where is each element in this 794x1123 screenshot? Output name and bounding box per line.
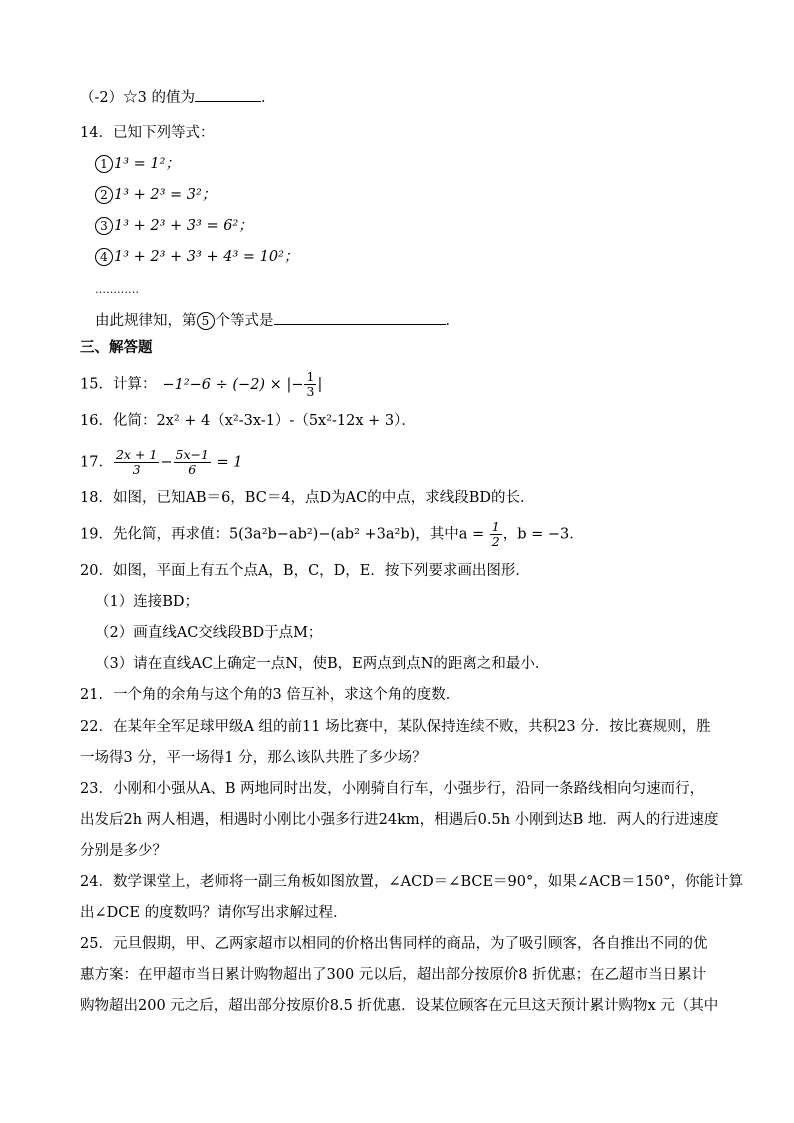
q23-line-1: 23．小刚和小强从A、B 两地同时出发，小刚骑自行车，小强步行，沿同一条路线相向匀速而行， — [80, 781, 705, 797]
q15-expression: −1²−6 ÷ (−2) × |− — [162, 376, 304, 393]
q24-line-2: 出∠DCE 的度数吗？请你写出求解过程． — [80, 905, 348, 921]
q14-dots: ………… — [95, 283, 139, 296]
circled-number: 2 — [95, 186, 113, 204]
denominator: 3 — [132, 462, 141, 477]
q25-line-2: 惠方案：在甲超市当日累计购物超出了300 元以后，超出部分按原价8 折优惠；在乙超市当日累计 — [80, 967, 707, 983]
q19-pre: 19．先化简，再求值：5(3a²b−ab²)−(ab² +3a²b)，其中a = — [80, 526, 489, 543]
circled-number: 1 — [95, 155, 113, 173]
q14-item-1 — [95, 154, 180, 174]
q20-part-2: （2）画直线AC交线段BD于点M； — [95, 625, 323, 641]
denominator: 2 — [491, 534, 500, 549]
circled-number: 3 — [95, 217, 113, 235]
answer-blank[interactable] — [195, 87, 261, 102]
numerator: 1 — [306, 369, 315, 384]
circled-number: 5 — [197, 312, 215, 330]
q20-stem: 20．如图，平面上有五个点A，B，C，D，E．按下列要求画出图形． — [80, 563, 530, 579]
q14-stem: 14．已知下列等式： — [80, 125, 215, 141]
numerator: 2x + 1 — [115, 447, 158, 462]
q13-tail-end: ． — [260, 90, 276, 106]
fraction — [174, 448, 211, 477]
q19 — [80, 520, 584, 549]
rhs: = 1 — [211, 454, 243, 471]
denominator: 3 — [306, 384, 315, 399]
section-heading: 三、解答题 — [80, 340, 153, 356]
q23-line-2: 出发后2h 两人相遇，相遇时小刚比小强多行进24km，相遇后0.5h 小刚到达B 地．两人的行进速度 — [80, 812, 719, 828]
answer-blank[interactable] — [274, 310, 446, 325]
q24-line-1: 24．数学课堂上，老师将一副三角板如图放置，∠ACD＝∠BCE＝90°，如果∠ACB＝150°，你能计算 — [80, 874, 744, 890]
equation: 1³ + 2³ + 3³ + 4³ = 10²； — [114, 249, 299, 265]
fraction — [114, 448, 159, 477]
equation: 1³ + 2³ + 3³ = 6²； — [114, 218, 253, 234]
conclusion-pre: 由此规律知，第 — [95, 313, 197, 329]
q22-line-2: 一场得3 分，平一场得1 分，那么该队共胜了多少场？ — [80, 750, 427, 766]
fraction — [490, 520, 502, 549]
q17-label: 17． — [80, 454, 113, 471]
denominator: 6 — [188, 462, 197, 477]
q19-post: ，b = −3． — [502, 526, 584, 543]
q20-part-1: （1）连接BD； — [95, 594, 200, 610]
conclusion-end: ． — [445, 313, 460, 329]
q17 — [80, 448, 243, 477]
q14-item-3 — [95, 216, 253, 236]
q25-line-3: 购物超出200 元之后，超出部分按原价8.5 折优惠．设某位顾客在元旦这天预计累计购物x 元（其中 — [80, 998, 719, 1014]
q14-item-2 — [95, 185, 216, 205]
q13-tail-text: （-2）☆3 的值为 — [80, 90, 195, 106]
q14-conclusion — [95, 310, 460, 331]
q15 — [80, 370, 322, 399]
q15-tail: | — [317, 376, 323, 393]
equation: 1³ = 1²； — [114, 156, 180, 172]
circled-number: 4 — [95, 248, 113, 266]
q20-part-3: （3）请在直线AC上确定一点N，使B，E两点到点N的距离之和最小． — [95, 656, 550, 672]
q14-item-4 — [95, 247, 298, 267]
q22-line-1: 22．在某年全军足球甲级A 组的前11 场比赛中，某队保持连续不败，共积23 分．按比赛规则，胜 — [80, 719, 711, 735]
q18: 18．如图，已知AB＝6，BC＝4，点D为AC的中点，求线段BD的长． — [80, 490, 535, 506]
q25-line-1: 25．元旦假期，甲、乙两家超市以相同的价格出售同样的商品，为了吸引顾客，各自推出不同的优 — [80, 936, 708, 952]
numerator: 1 — [491, 519, 500, 534]
conclusion-post: 个等式是 — [215, 313, 274, 329]
minus-sign: − — [160, 454, 173, 471]
fraction — [304, 370, 316, 399]
q16: 16．化简：2x² + 4（x²-3x-1）-（5x²-12x + 3）． — [80, 413, 416, 429]
q15-label: 15．计算： — [80, 376, 157, 393]
q13-tail — [80, 87, 275, 108]
numerator: 5x−1 — [175, 447, 209, 462]
q23-line-3: 分别是多少？ — [80, 843, 167, 859]
equation: 1³ + 2³ = 3²； — [114, 187, 217, 203]
q21: 21．一个角的余角与这个角的3 倍互补，求这个角的度数． — [80, 687, 461, 703]
